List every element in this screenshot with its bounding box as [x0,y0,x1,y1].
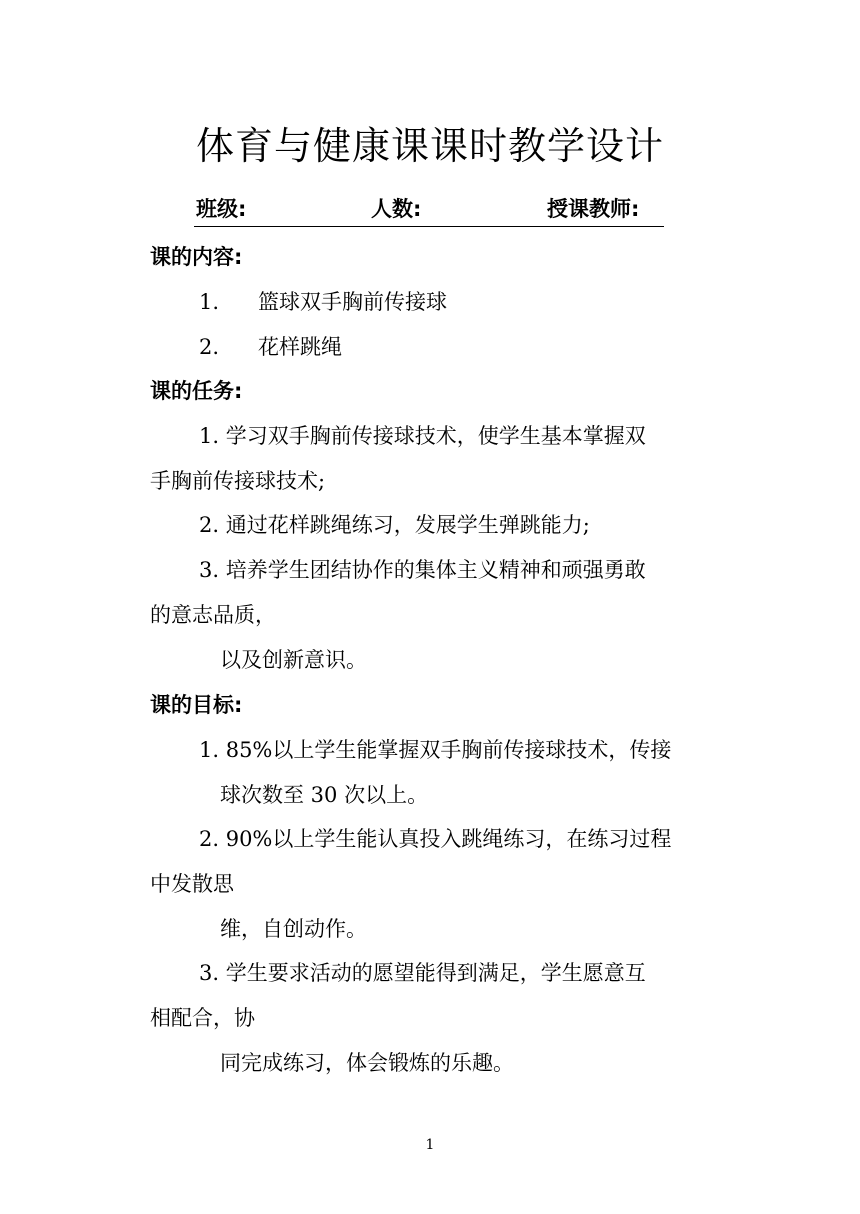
student-count-label: 人数: [371,197,422,221]
goal-line: 同完成练习，体会锻炼的乐趣。 [220,1051,514,1075]
content-heading: 课的内容: [150,245,243,269]
class-label: 班级: [196,197,247,221]
page-number: 1 [425,1137,435,1153]
task-line: 以及创新意识。 [220,648,367,672]
task-line: 手胸前传接球技术; [150,469,326,493]
goal-line: 维，自创动作。 [220,917,367,941]
document-title: 体育与健康课课时教学设计 [195,124,664,168]
content-item-number: 1. [199,290,220,314]
goal-line: 1. 85%以上学生能掌握双手胸前传接球技术，传接 [199,738,672,762]
goal-line: 球次数至 30 次以上。 [220,783,429,807]
task-line: 3. 培养学生团结协作的集体主义精神和顽强勇敢 [199,558,646,582]
goal-line: 2. 90%以上学生能认真投入跳绳练习，在练习过程 [199,827,672,851]
goal-line: 3. 学生要求活动的愿望能得到满足，学生愿意互 [199,961,646,985]
goal-line: 相配合，协 [150,1006,255,1030]
teacher-label: 授课教师: [547,197,640,221]
content-item-text: 篮球双手胸前传接球 [258,290,447,314]
tasks-heading: 课的任务: [150,379,243,403]
content-item-text: 花样跳绳 [258,335,342,359]
task-line: 1. 学习双手胸前传接球技术，使学生基本掌握双 [199,424,646,448]
task-line: 的意志品质， [150,603,276,627]
content-item-number: 2. [199,335,220,359]
goals-heading: 课的目标: [150,693,243,717]
goal-line: 中发散思 [150,872,234,896]
task-line: 2. 通过花样跳绳练习，发展学生弹跳能力; [199,513,590,537]
